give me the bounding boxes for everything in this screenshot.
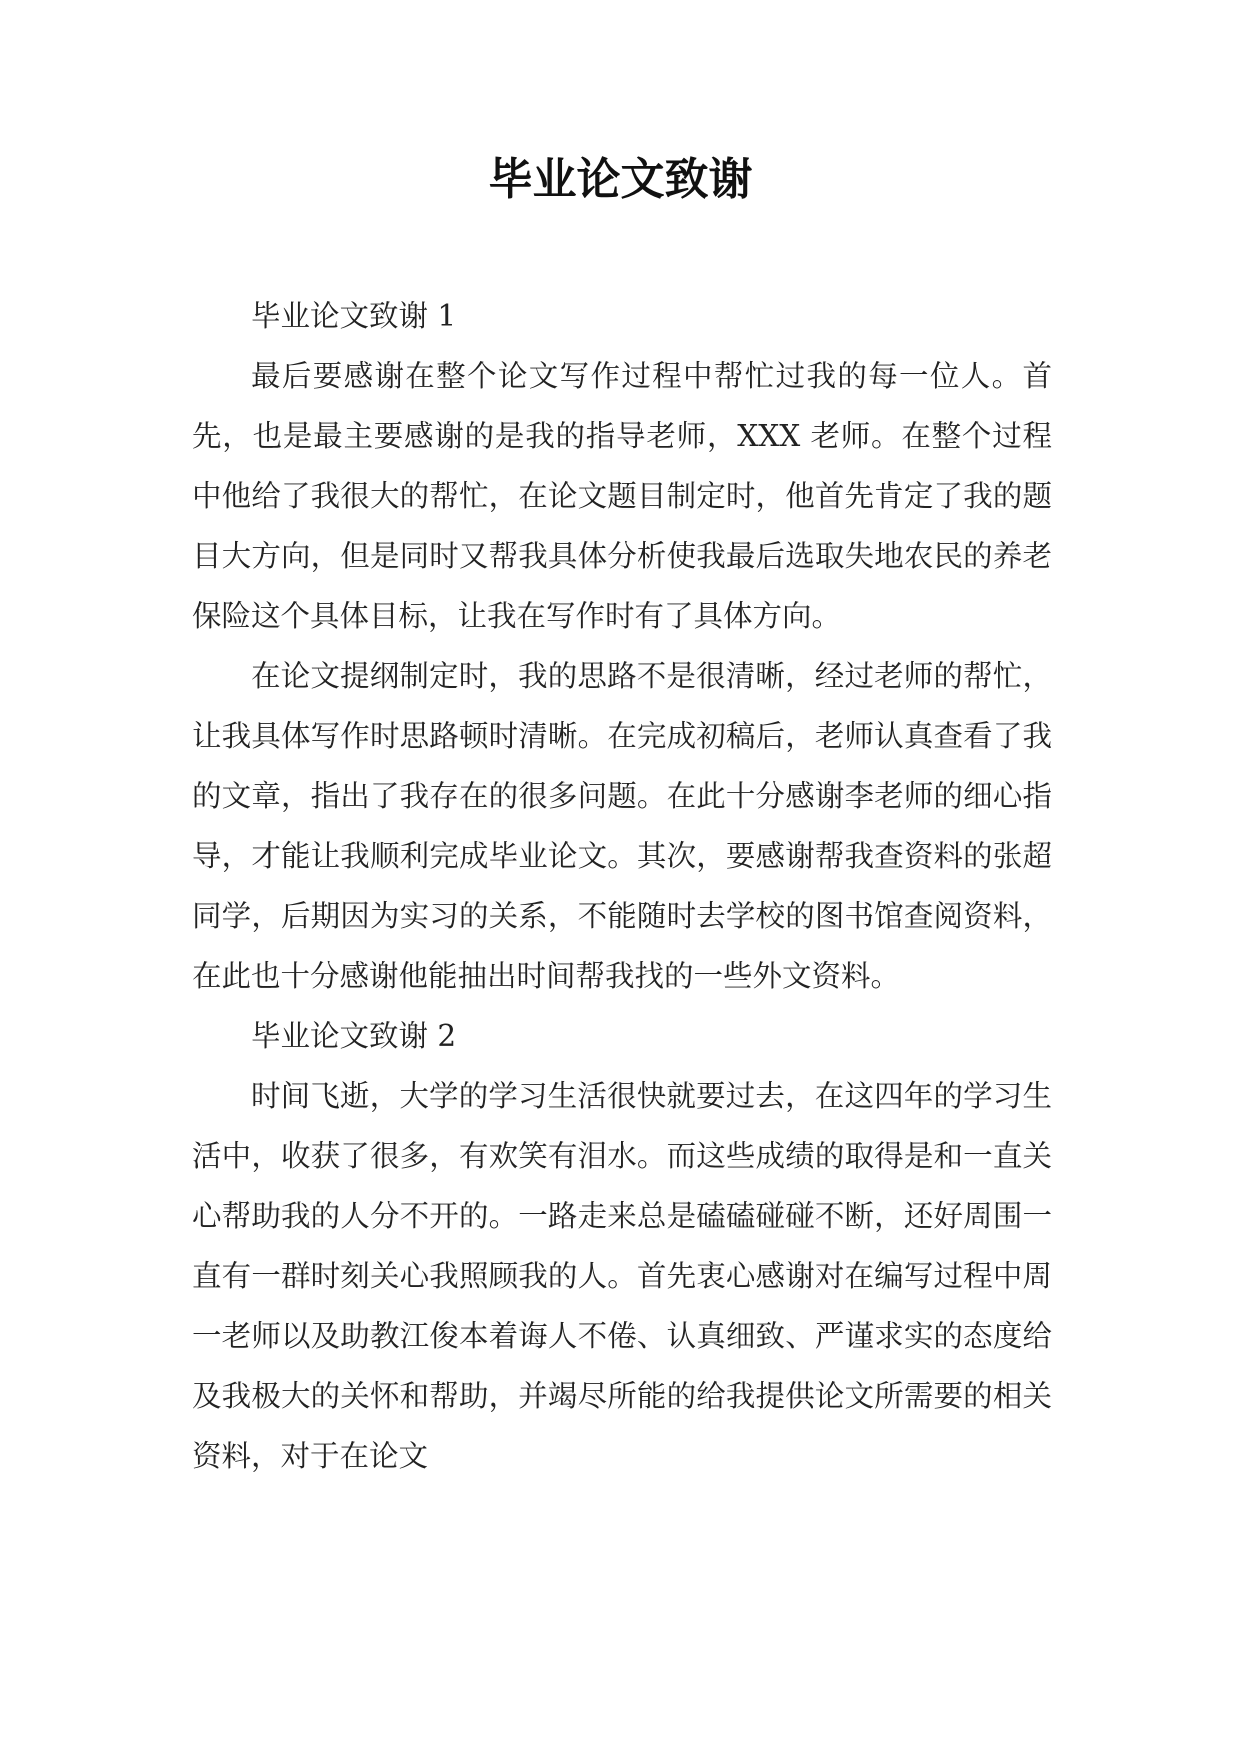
- document-title: 毕业论文致谢: [488, 154, 753, 205]
- document-body: [192, 286, 1052, 1486]
- section-2-paragraph-1: 时间飞逝，大学的学习生活很快就要过去，在这四年的学习生活中，收获了很多，有欢笑有泪水。而这些成绩的取得是和一直关心帮助我的人分不开的。一路走来总是磕磕碰碰不断，还好周围一直有一群时刻关心我照顾我的人。首先衷心感谢对在编写过程中周一老师以及助教江俊本着诲人不倦、认真细致、严谨求实的态度给及我极大的关怀和帮助，并竭尽所能的给我提供论文所需要的相关资料，对于在论文: [192, 1079, 1052, 1473]
- section-heading-2: 毕业论文致谢 2: [251, 1019, 457, 1053]
- section-1-paragraph-2: 在论文提纲制定时，我的思路不是很清晰，经过老师的帮忙，让我具体写作时思路顿时清晰。在完成初稿后，老师认真查看了我的文章，指出了我存在的很多问题。在此十分感谢李老师的细心指导，才能让我顺利完成毕业论文。其次，要感谢帮我查资料的张超同学，后期因为实习的关系，不能随时去学校的图书馆查阅资料，在此也十分感谢他能抽出时间帮我找的一些外文资料。: [192, 659, 1052, 993]
- section-heading-1: 毕业论文致谢 1: [251, 299, 457, 333]
- section-1-paragraph-1: 最后要感谢在整个论文写作过程中帮忙过我的每一位人。首先，也是最主要感谢的是我的指导老师，XXX 老师。在整个过程中他给了我很大的帮忙，在论文题目制定时，他首先肯定了我的题目大方向，但是同时又帮我具体分析使我最后选取失地农民的养老保险这个具体目标，让我在写作时有了具体方向。: [192, 359, 1052, 633]
